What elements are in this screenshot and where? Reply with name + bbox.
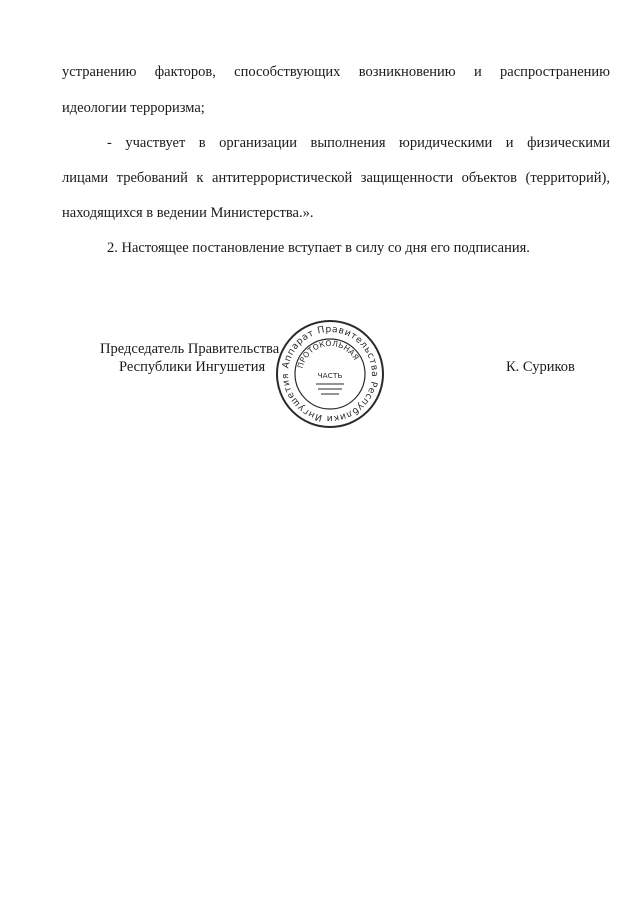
paragraph-1-line-2: идеологии терроризма; <box>62 100 205 116</box>
paragraph-1-line-1: устранению факторов, способствующих возникновению и распространению <box>62 64 610 80</box>
paragraph-2-line-1: - участвует в организации выполнения юридическими и физическими <box>107 135 610 151</box>
official-seal-stamp <box>274 318 386 430</box>
paragraph-2-line-2: лицами требований к антитеррористической защищенности объектов (территорий), <box>62 170 610 186</box>
seal-inner-middle-text: ЧАСТЬ <box>317 371 343 380</box>
signer-position-line-2: Республики Ингушетия <box>119 359 266 375</box>
paragraph-2-line-3: находящихся в ведении Министерства.». <box>62 205 314 221</box>
signer-position-line-1: Председатель Правительства <box>100 341 280 357</box>
seal-outer-text: Аппарат Правительства Республики Ингушетия <box>279 323 381 425</box>
seal-inner-top-text: ПРОТОКОЛЬНАЯ <box>295 338 361 370</box>
paragraph-3: 2. Настоящее постановление вступает в силу со дня его подписания. <box>107 240 530 256</box>
signer-name: К. Суриков <box>506 359 575 375</box>
